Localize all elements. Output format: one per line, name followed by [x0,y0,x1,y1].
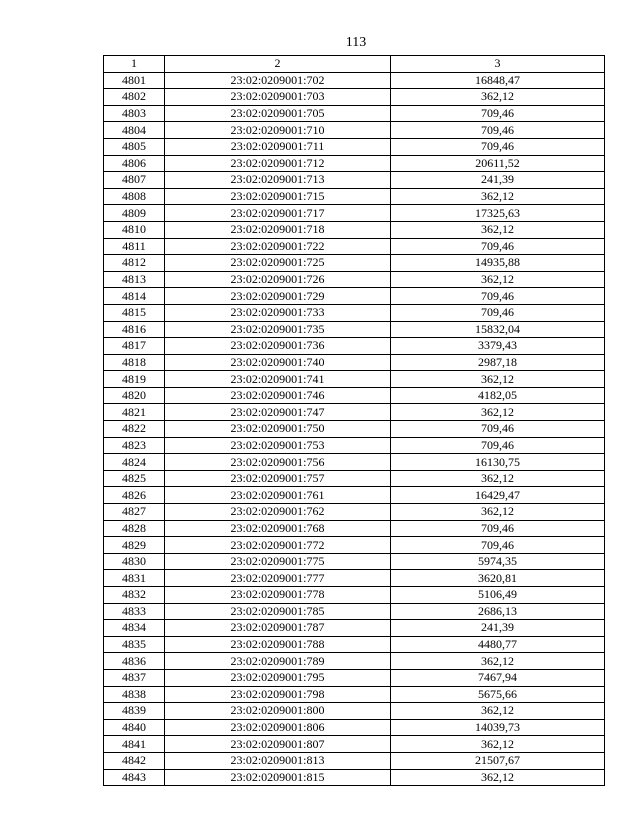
value-cell: 241,39 [391,620,605,637]
value-cell: 15832,04 [391,321,605,338]
table-row [104,321,605,338]
row-number-cell: 4815 [104,304,165,321]
row-number-cell: 4823 [104,437,165,454]
header-row [104,56,605,73]
row-number-cell: 4816 [104,321,165,338]
value-cell: 2686,13 [391,603,605,620]
value-cell: 362,12 [391,188,605,205]
table-row [104,752,605,769]
row-number-cell: 4838 [104,686,165,703]
row-number-cell: 4833 [104,603,165,620]
table-row [104,620,605,637]
cadastral-number-cell: 23:02:0209001:788 [165,636,391,653]
table-row [104,587,605,604]
cadastral-number-cell: 23:02:0209001:795 [165,669,391,686]
table-row [104,553,605,570]
cadastral-number-cell: 23:02:0209001:747 [165,404,391,421]
cadastral-number-cell: 23:02:0209001:785 [165,603,391,620]
value-cell: 20611,52 [391,155,605,172]
table-row [104,255,605,272]
row-number-cell: 4832 [104,587,165,604]
row-number-cell: 4810 [104,221,165,238]
cadastral-number-cell: 23:02:0209001:736 [165,338,391,355]
column-header-2: 2 [165,56,391,73]
page-number: 113 [345,35,367,50]
table-row [104,636,605,653]
value-cell: 3379,43 [391,338,605,355]
value-cell: 709,46 [391,105,605,122]
cadastral-table [103,55,605,786]
value-cell: 3620,81 [391,570,605,587]
row-number-cell: 4805 [104,138,165,155]
table-row [104,288,605,305]
cadastral-number-cell: 23:02:0209001:806 [165,719,391,736]
cadastral-number-cell: 23:02:0209001:800 [165,703,391,720]
table-row [104,72,605,89]
table-header [104,56,605,73]
value-cell: 16429,47 [391,487,605,504]
row-number-cell: 4828 [104,520,165,537]
row-number-cell: 4820 [104,387,165,404]
value-cell: 14039,73 [391,719,605,736]
value-cell: 5106,49 [391,587,605,604]
value-cell: 5974,35 [391,553,605,570]
table-row [104,404,605,421]
value-cell: 7467,94 [391,669,605,686]
row-number-cell: 4837 [104,669,165,686]
value-cell: 709,46 [391,238,605,255]
cadastral-number-cell: 23:02:0209001:761 [165,487,391,504]
value-cell: 709,46 [391,520,605,537]
table-row [104,238,605,255]
table-row [104,188,605,205]
row-number-cell: 4807 [104,172,165,189]
table-row [104,155,605,172]
table-row [104,138,605,155]
row-number-cell: 4829 [104,537,165,554]
table-row [104,669,605,686]
cadastral-number-cell: 23:02:0209001:712 [165,155,391,172]
cadastral-number-cell: 23:02:0209001:705 [165,105,391,122]
row-number-cell: 4831 [104,570,165,587]
cadastral-number-cell: 23:02:0209001:762 [165,504,391,521]
cadastral-number-cell: 23:02:0209001:772 [165,537,391,554]
cadastral-number-cell: 23:02:0209001:813 [165,752,391,769]
value-cell: 21507,67 [391,752,605,769]
value-cell: 362,12 [391,404,605,421]
cadastral-number-cell: 23:02:0209001:798 [165,686,391,703]
table-row [104,537,605,554]
row-number-cell: 4842 [104,752,165,769]
value-cell: 362,12 [391,736,605,753]
cadastral-number-cell: 23:02:0209001:753 [165,437,391,454]
value-cell: 362,12 [391,653,605,670]
table-row [104,271,605,288]
value-cell: 362,12 [391,89,605,106]
row-number-cell: 4840 [104,719,165,736]
row-number-cell: 4822 [104,421,165,438]
table-row [104,470,605,487]
table-row [104,603,605,620]
row-number-cell: 4839 [104,703,165,720]
table-row [104,703,605,720]
row-number-cell: 4808 [104,188,165,205]
cadastral-number-cell: 23:02:0209001:787 [165,620,391,637]
row-number-cell: 4834 [104,620,165,637]
table-row [104,172,605,189]
value-cell: 5675,66 [391,686,605,703]
cadastral-number-cell: 23:02:0209001:725 [165,255,391,272]
table-row [104,338,605,355]
table-row [104,387,605,404]
cadastral-number-cell: 23:02:0209001:746 [165,387,391,404]
table-row [104,570,605,587]
table-row [104,653,605,670]
value-cell: 16848,47 [391,72,605,89]
table-row [104,354,605,371]
row-number-cell: 4819 [104,371,165,388]
cadastral-number-cell: 23:02:0209001:702 [165,72,391,89]
row-number-cell: 4827 [104,504,165,521]
cadastral-number-cell: 23:02:0209001:726 [165,271,391,288]
table-row [104,122,605,139]
table-row [104,105,605,122]
row-number-cell: 4841 [104,736,165,753]
value-cell: 362,12 [391,371,605,388]
row-number-cell: 4830 [104,553,165,570]
row-number-cell: 4811 [104,238,165,255]
cadastral-number-cell: 23:02:0209001:703 [165,89,391,106]
table-row [104,221,605,238]
value-cell: 709,46 [391,138,605,155]
cadastral-number-cell: 23:02:0209001:750 [165,421,391,438]
row-number-cell: 4824 [104,454,165,471]
table-row [104,437,605,454]
value-cell: 241,39 [391,172,605,189]
row-number-cell: 4801 [104,72,165,89]
value-cell: 14935,88 [391,255,605,272]
table-row [104,736,605,753]
cadastral-number-cell: 23:02:0209001:710 [165,122,391,139]
cadastral-number-cell: 23:02:0209001:715 [165,188,391,205]
row-number-cell: 4814 [104,288,165,305]
row-number-cell: 4804 [104,122,165,139]
row-number-cell: 4825 [104,470,165,487]
row-number-cell: 4809 [104,205,165,222]
cadastral-number-cell: 23:02:0209001:777 [165,570,391,587]
row-number-cell: 4812 [104,255,165,272]
cadastral-number-cell: 23:02:0209001:735 [165,321,391,338]
cadastral-number-cell: 23:02:0209001:740 [165,354,391,371]
cadastral-number-cell: 23:02:0209001:729 [165,288,391,305]
value-cell: 362,12 [391,221,605,238]
table-row [104,205,605,222]
value-cell: 709,46 [391,288,605,305]
table-row [104,371,605,388]
row-number-cell: 4806 [104,155,165,172]
value-cell: 17325,63 [391,205,605,222]
row-number-cell: 4836 [104,653,165,670]
value-cell: 4182,05 [391,387,605,404]
table-row [104,520,605,537]
value-cell: 362,12 [391,703,605,720]
cadastral-number-cell: 23:02:0209001:741 [165,371,391,388]
column-header-1: 1 [104,56,165,73]
value-cell: 362,12 [391,504,605,521]
cadastral-number-cell: 23:02:0209001:815 [165,769,391,786]
row-number-cell: 4821 [104,404,165,421]
cadastral-number-cell: 23:02:0209001:718 [165,221,391,238]
cadastral-number-cell: 23:02:0209001:757 [165,470,391,487]
table-row [104,304,605,321]
cadastral-number-cell: 23:02:0209001:789 [165,653,391,670]
table-row [104,686,605,703]
row-number-cell: 4843 [104,769,165,786]
table-row [104,769,605,786]
value-cell: 362,12 [391,271,605,288]
value-cell: 709,46 [391,437,605,454]
cadastral-number-cell: 23:02:0209001:733 [165,304,391,321]
row-number-cell: 4818 [104,354,165,371]
cadastral-number-cell: 23:02:0209001:713 [165,172,391,189]
value-cell: 709,46 [391,421,605,438]
value-cell: 709,46 [391,304,605,321]
value-cell: 362,12 [391,470,605,487]
table-row [104,89,605,106]
row-number-cell: 4803 [104,105,165,122]
row-number-cell: 4826 [104,487,165,504]
cadastral-number-cell: 23:02:0209001:775 [165,553,391,570]
cadastral-number-cell: 23:02:0209001:807 [165,736,391,753]
row-number-cell: 4835 [104,636,165,653]
value-cell: 4480,77 [391,636,605,653]
value-cell: 709,46 [391,537,605,554]
cadastral-number-cell: 23:02:0209001:778 [165,587,391,604]
cadastral-number-cell: 23:02:0209001:756 [165,454,391,471]
row-number-cell: 4813 [104,271,165,288]
column-header-3: 3 [391,56,605,73]
cadastral-number-cell: 23:02:0209001:722 [165,238,391,255]
value-cell: 362,12 [391,769,605,786]
value-cell: 709,46 [391,122,605,139]
table-row [104,719,605,736]
table-row [104,421,605,438]
value-cell: 2987,18 [391,354,605,371]
table-body [104,72,605,786]
row-number-cell: 4817 [104,338,165,355]
cadastral-number-cell: 23:02:0209001:717 [165,205,391,222]
row-number-cell: 4802 [104,89,165,106]
table-row [104,487,605,504]
table-row [104,504,605,521]
cadastral-number-cell: 23:02:0209001:768 [165,520,391,537]
cadastral-number-cell: 23:02:0209001:711 [165,138,391,155]
table-row [104,454,605,471]
value-cell: 16130,75 [391,454,605,471]
